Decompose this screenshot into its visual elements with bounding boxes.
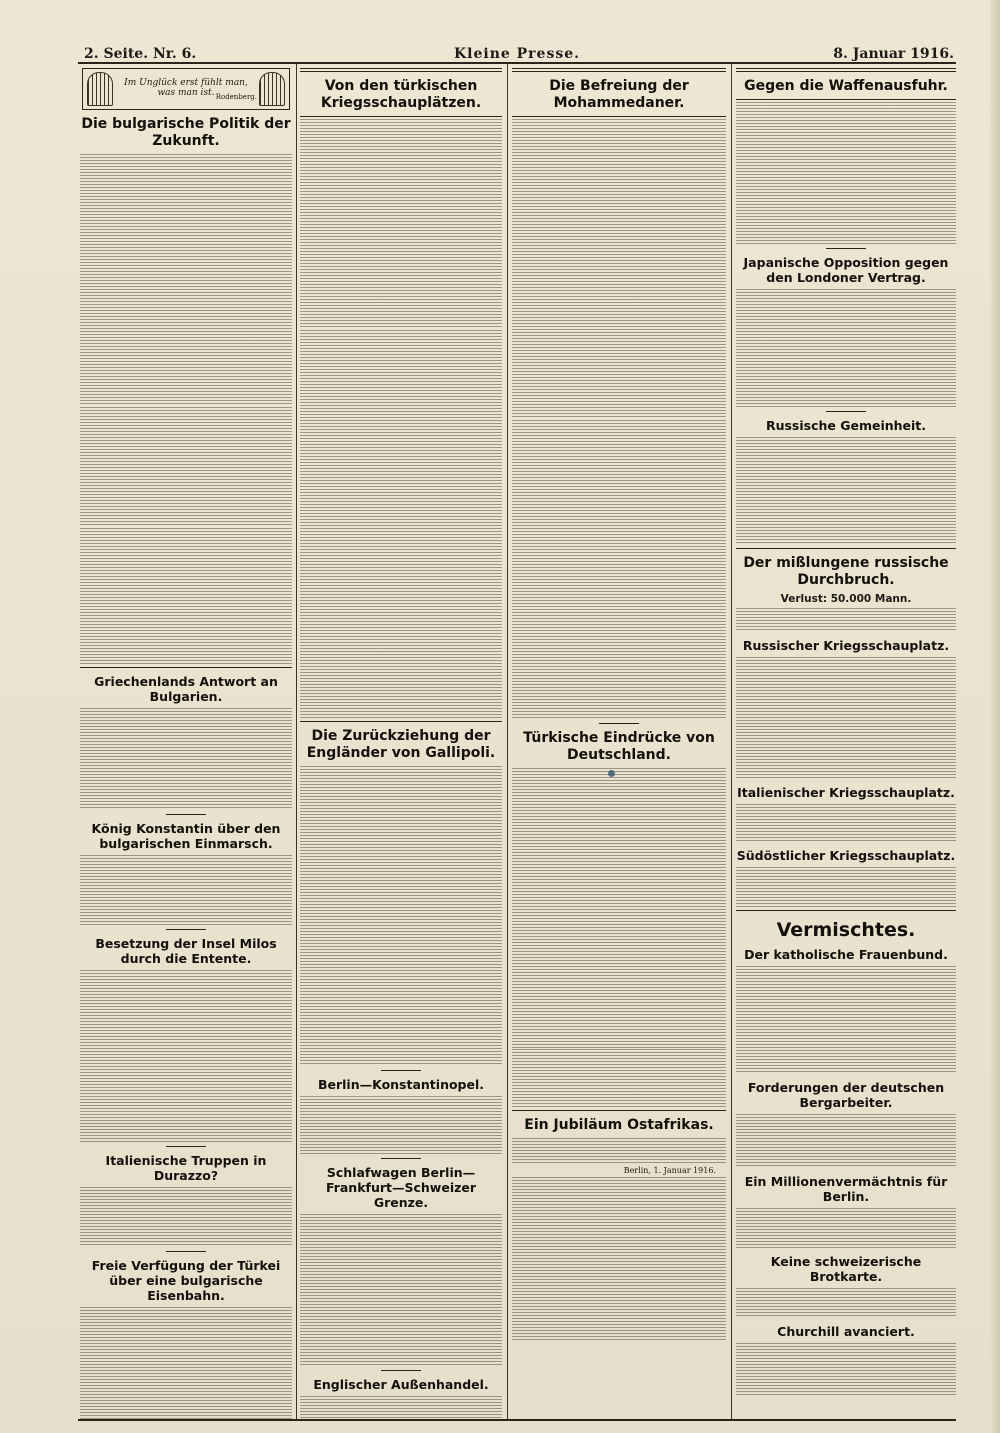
- article-body: [80, 1307, 292, 1419]
- article-separator: [166, 1146, 206, 1147]
- article-headline: Von den türkischen Kriegsschauplätzen.: [320, 78, 482, 111]
- article-body: [736, 437, 956, 545]
- article-body: [736, 804, 956, 842]
- article-body: [512, 1177, 726, 1342]
- footer-rule: [78, 1419, 956, 1421]
- article-separator: [512, 68, 726, 72]
- quote-box: [82, 68, 290, 110]
- article-separator: [512, 1110, 726, 1111]
- article-headline: Churchill avanciert.: [777, 1324, 915, 1339]
- article-body: [300, 1096, 502, 1154]
- article-headline: Keine schweizerische Brotkarte.: [770, 1254, 922, 1284]
- article-body: [736, 1343, 956, 1397]
- article-body: [512, 669, 726, 719]
- article-body: [80, 708, 292, 810]
- article-separator: [80, 667, 292, 668]
- quote-text: Im Unglück erst fühlt man, was man ist.: [124, 78, 248, 98]
- article-separator: [736, 99, 956, 100]
- article-headline: Forderungen der deutschen Bergarbeiter.: [747, 1080, 945, 1110]
- article-headline: Berlin—Konstantinopel.: [317, 1077, 485, 1092]
- ornament-icon: [259, 72, 285, 106]
- article-headline: Besetzung der Insel Milos durch die Entente.: [95, 936, 277, 966]
- column-divider: [507, 64, 508, 1419]
- column-divider: [731, 64, 732, 1419]
- page-edge-shadow: [990, 0, 1000, 1433]
- article-body: [80, 1187, 292, 1247]
- article-body: [80, 528, 292, 664]
- article-separator: [599, 723, 639, 724]
- article-body: [80, 154, 292, 406]
- article-separator: [826, 248, 866, 249]
- article-separator: [166, 814, 206, 815]
- article-body: [736, 1114, 956, 1168]
- article-body: [300, 1396, 502, 1419]
- article-separator: [736, 68, 956, 72]
- issue-date: 8. Januar 1916.: [833, 46, 954, 62]
- article-body: [300, 636, 502, 718]
- article-headline: Gegen die Waffenausfuhr.: [744, 78, 948, 94]
- article-headline: Türkische Eindrücke von Deutschland.: [523, 730, 715, 763]
- article-body: [736, 608, 956, 632]
- newspaper-name: Kleine Presse.: [453, 46, 581, 62]
- article-headline: Freie Verfügung der Türkei über eine bulgarische Eisenbahn.: [91, 1258, 281, 1303]
- article-headline: Japanische Opposition gegen den Londoner Vertrag.: [743, 255, 949, 285]
- article-body: [300, 119, 502, 329]
- article-separator: [381, 1158, 421, 1159]
- article-subheadline: Verlust: 50.000 Mann.: [780, 593, 912, 605]
- article-body: [736, 657, 956, 779]
- article-headline: Der katholische Frauenbund.: [744, 947, 948, 962]
- article-body: [80, 407, 292, 527]
- article-body: [300, 1214, 502, 1366]
- article-body: [512, 119, 726, 419]
- page-number: 2. Seite. Nr. 6.: [84, 46, 197, 62]
- article-headline: Russischer Kriegsschauplatz.: [742, 638, 950, 653]
- section-headline: Vermischtes.: [776, 919, 916, 941]
- article-headline: Die Zurückziehung der Engländer von Gallipoli.: [306, 728, 496, 761]
- article-headline: Italienische Truppen in Durazzo?: [105, 1153, 267, 1183]
- column-2: [300, 64, 502, 1419]
- article-headline: König Konstantin über den bulgarischen Einmarsch.: [91, 821, 281, 851]
- article-headline: Die Befreiung der Mohammedaner.: [549, 78, 689, 111]
- column-4: [736, 64, 956, 1419]
- article-body: [80, 855, 292, 925]
- quote-author: Rodenberg.: [215, 93, 257, 101]
- article-body: [736, 102, 956, 244]
- article-separator: [381, 1370, 421, 1371]
- article-separator: [166, 1251, 206, 1252]
- article-headline: Italienischer Kriegsschauplatz.: [737, 785, 955, 800]
- article-headline: Englischer Außenhandel.: [313, 1377, 489, 1392]
- article-body: [512, 768, 726, 1048]
- article-headline: Schlafwagen Berlin—Frankfurt—Schweizer Grenze.: [325, 1165, 477, 1210]
- article-headline: Ein Jubiläum Ostafrikas.: [524, 1117, 714, 1133]
- ornament-icon: [87, 72, 113, 106]
- article-body: [300, 330, 502, 635]
- article-body: [512, 1138, 726, 1164]
- article-headline: Südöstlicher Kriegsschauplatz.: [736, 848, 956, 863]
- article-body: [512, 420, 726, 668]
- article-body: [300, 766, 502, 1066]
- article-body: [736, 1288, 956, 1318]
- article-separator: [736, 910, 956, 911]
- article-body: [80, 970, 292, 1142]
- article-headline: Russische Gemeinheit.: [765, 418, 927, 433]
- article-separator: [300, 68, 502, 72]
- article-separator: [381, 1070, 421, 1071]
- article-separator: [300, 721, 502, 722]
- column-3: [512, 64, 726, 1419]
- article-separator: [736, 548, 956, 549]
- article-body: [512, 1049, 726, 1107]
- column-1: [80, 64, 292, 1419]
- article-body: [736, 1208, 956, 1248]
- article-headline: Ein Millionenvermächtnis für Berlin.: [744, 1174, 948, 1204]
- article-body: [736, 867, 956, 907]
- article-separator: [826, 411, 866, 412]
- article-headline: Griechenlands Antwort an Bulgarien.: [94, 674, 278, 704]
- column-divider: [296, 64, 297, 1419]
- article-body: [736, 966, 956, 1074]
- article-body: [736, 289, 956, 407]
- ink-spot: [608, 770, 615, 777]
- article-dateline: Berlin, 1. Januar 1916.: [623, 1166, 716, 1175]
- article-headline: Die bulgarische Politik der Zukunft.: [81, 116, 291, 149]
- article-separator: [166, 929, 206, 930]
- article-headline: Der mißlungene russische Durchbruch.: [743, 555, 949, 588]
- article-separator: [300, 116, 502, 117]
- article-separator: [512, 116, 726, 117]
